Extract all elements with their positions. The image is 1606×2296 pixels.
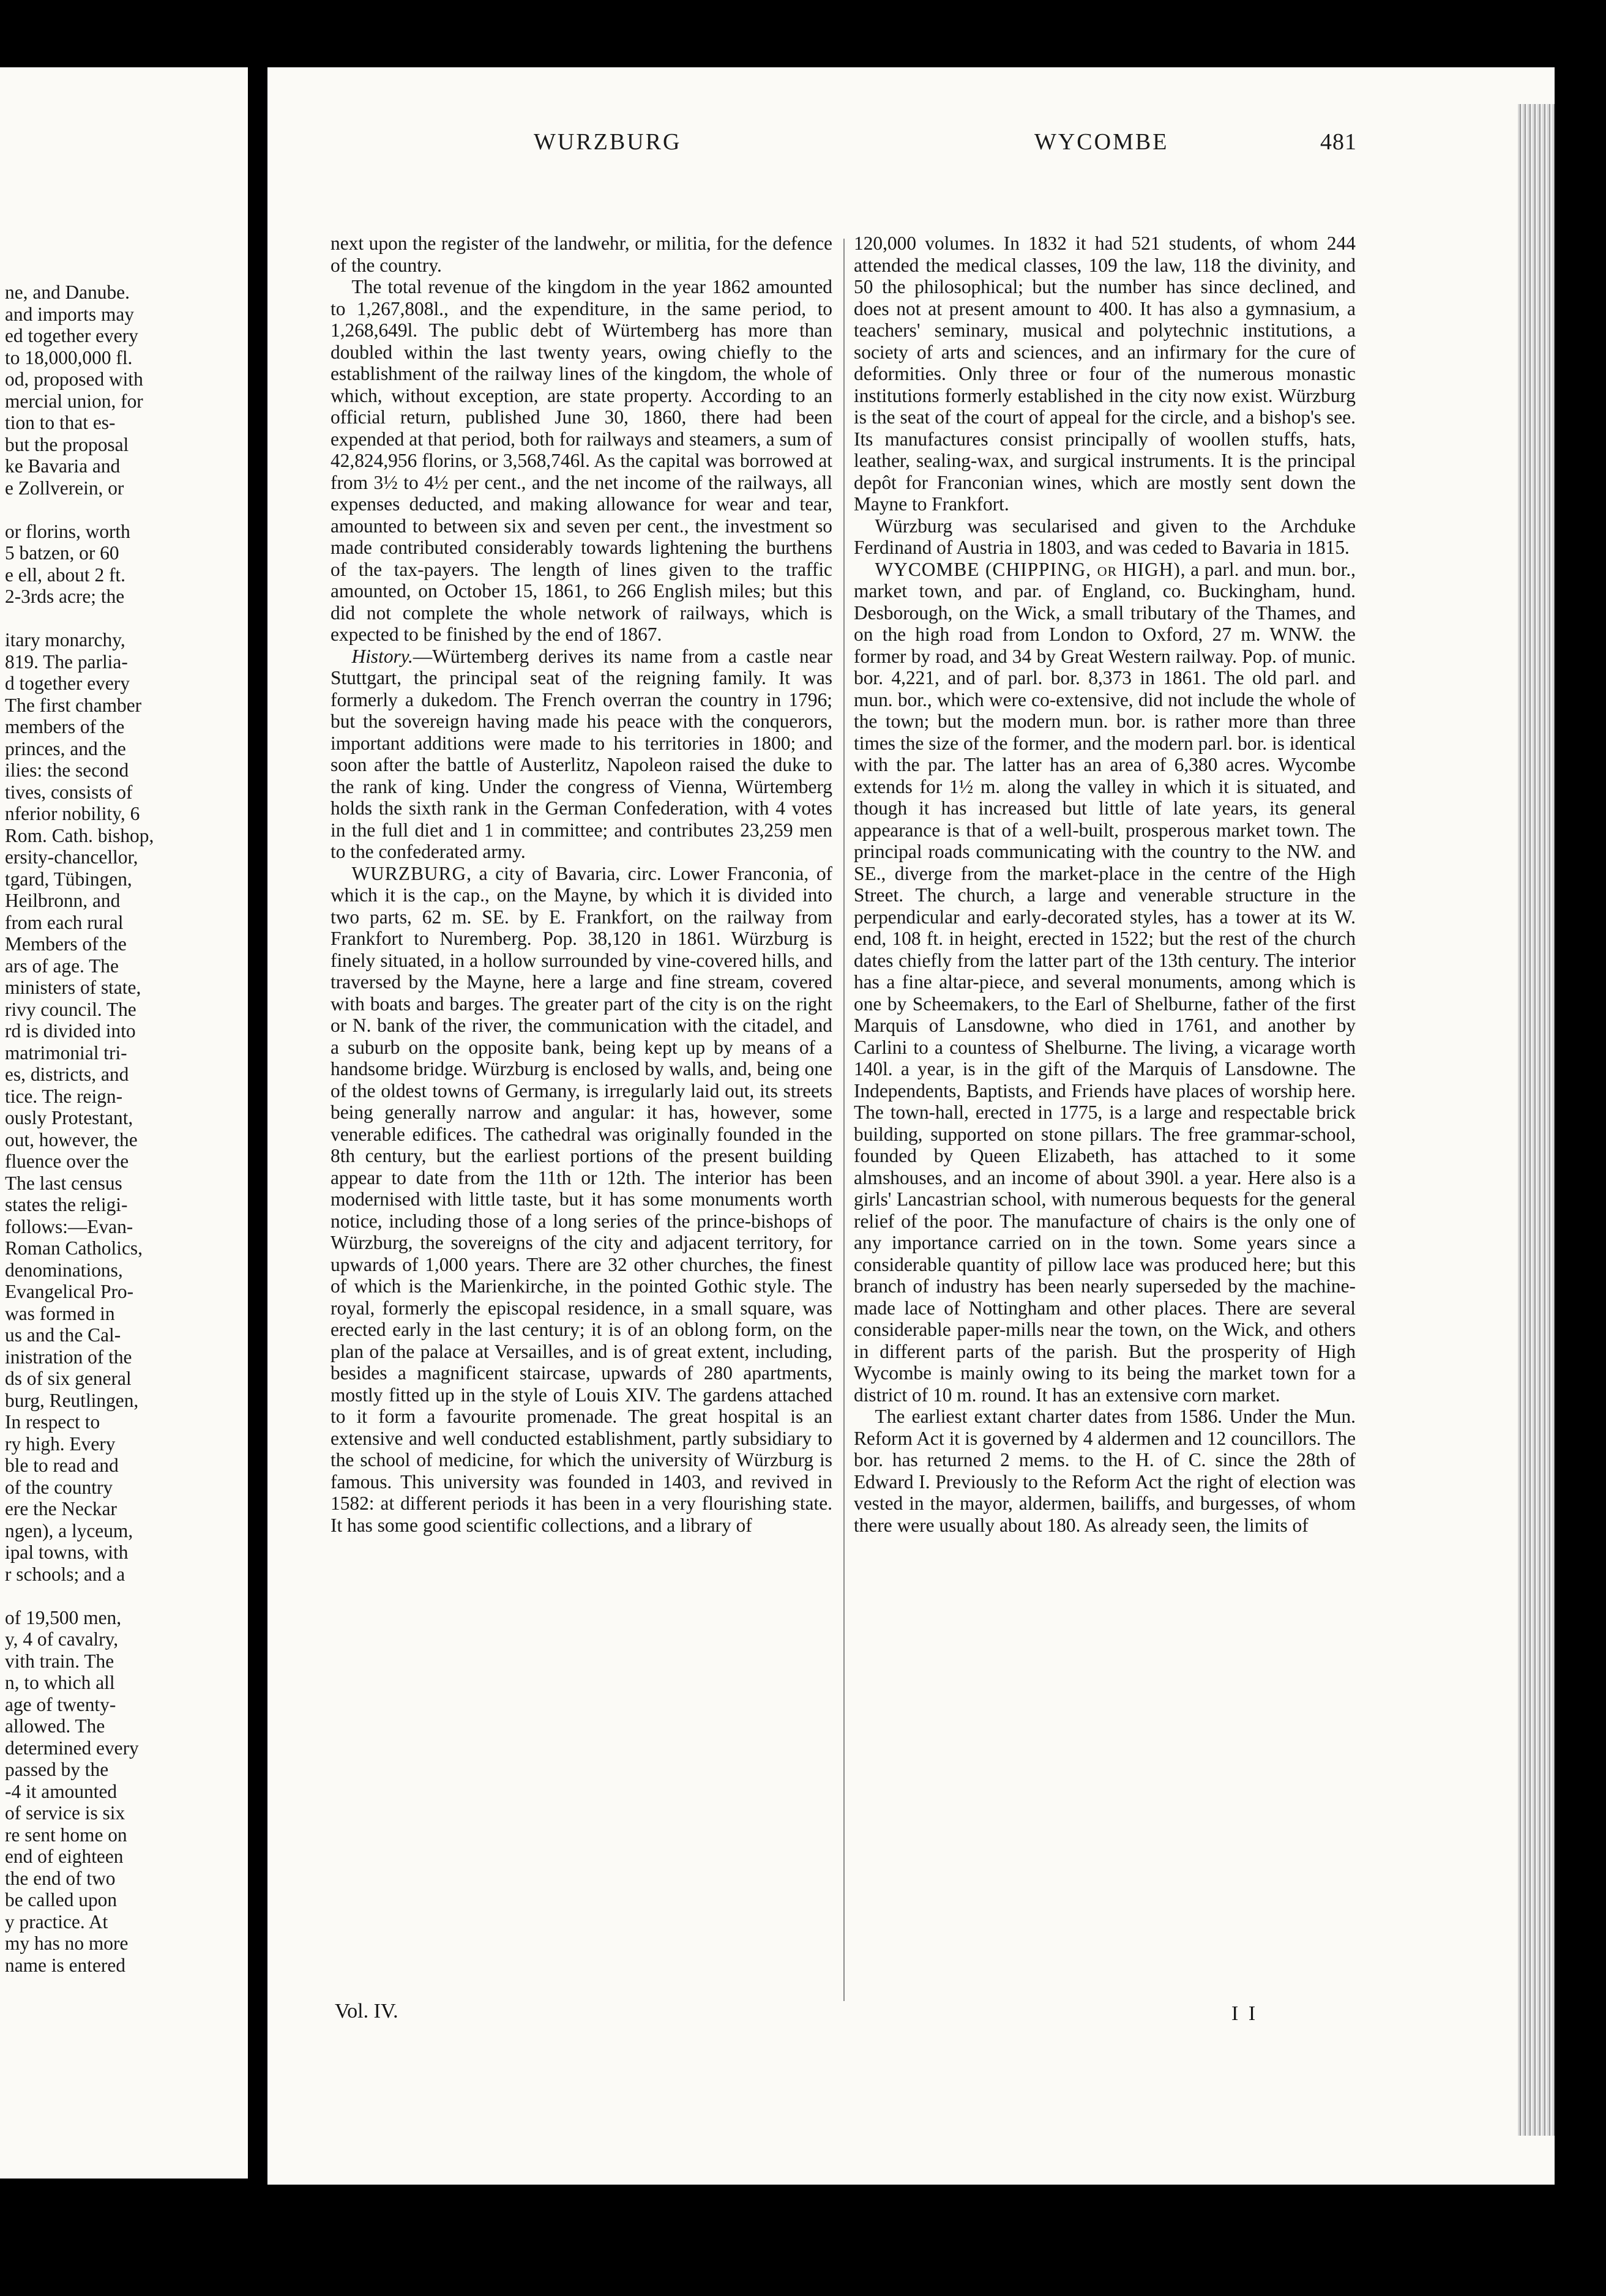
- left-page-line: ministers of state,: [5, 977, 141, 998]
- left-page-line: ngen), a lyceum,: [5, 1519, 133, 1541]
- left-page-line: Members of the: [5, 933, 127, 955]
- paragraph: [854, 515, 1356, 559]
- paragraph-text: next upon the register of the landwehr, or militia, for the defence of the country.: [331, 233, 832, 276]
- left-page-line: ars of age. The: [5, 955, 119, 977]
- left-page-line: 5 batzen, or 60: [5, 542, 119, 564]
- left-page-line: [5, 499, 244, 521]
- left-page-line: name is entered: [5, 1954, 125, 1976]
- left-page-line: allowed. The: [5, 1715, 105, 1737]
- left-page-line: age of twenty-: [5, 1693, 116, 1715]
- paragraph: [854, 559, 1356, 1406]
- left-page-line: e Zollverein, or: [5, 477, 124, 499]
- paragraph-text: 120,000 volumes. In 1832 it had 521 students, of whom 244 attended the medical classes, 109 the law, 118 the divinity, and 50 the philosophical; but the number has since declined, and does not at present amount to 400. It has also a gymnasium, a teachers' seminary, musical and polytechnic institutions, a society of arts and sciences, and an infirmary for the cure of deformities. Only three or four of the numerous monastic institutions formerly established in the city now exist. Würzburg is the seat of the court of appeal for the circle, and a bishop's see. Its manufactures consist principally of woollen stuffs, hats, leather, sealing-wax, and surgical instruments. It is the principal depôt for Franconian wines, which are mostly sent down the Mayne to Frankfort.: [854, 233, 1356, 515]
- left-page-line: rd is divided into: [5, 1020, 136, 1042]
- volume-mark: Vol. IV.: [335, 2000, 398, 2022]
- left-page-line: be called upon: [5, 1889, 118, 1910]
- left-page-line: d together every: [5, 673, 130, 694]
- left-page-line: ously Protestant,: [5, 1107, 133, 1128]
- text-column-2: [854, 233, 1356, 1536]
- signature-mark: I I: [1231, 2002, 1258, 2025]
- left-page-line: y practice. At: [5, 1910, 108, 1933]
- left-page-line: rivy council. The: [5, 998, 136, 1020]
- left-page-line: ilies: the second: [5, 759, 129, 781]
- left-page-line: ds of six general: [5, 1368, 132, 1389]
- left-page-line: passed by the: [5, 1759, 109, 1780]
- left-page-line: The last census: [5, 1172, 122, 1194]
- paragraph-text: —Würtemberg derives its name from a castle near Stuttgart, the principal seat of the reigning family. It was formerly a dukedom. The French overran the country in 1796; but the sovereign having made his peace with the conquerors, important additions were made to his territories in 1800; and soon after the battle of Austerlitz, Napoleon raised the duke to the rank of king. Under the congress of Vienna, Würtemberg holds the sixth rank in the German Confederation, with 4 votes in the full diet and 1 in committee; and contributes 23,259 men to the confederated army.: [331, 645, 832, 862]
- left-page-line: inistration of the: [5, 1346, 132, 1368]
- paragraph-text: , a city of Bavaria, circ. Lower Franconia, of which it is the cap., on the Mayne, by which it is divided into two parts, 62 m. SE. by E. Frankfort, on the railway from Frankfort to Nuremberg. Pop. 38,120 in 1861. Würzburg is finely situated, in a hollow surrounded by vine-covered hills, and traversed by the Mayne, here a large and fine stream, covered with boats and barges. The greater part of the city is on the right or N. bank of the river, the communication with the citadel, and a suburb on the opposite bank, being kept up by means of a handsome bridge. Würzburg is enclosed by walls, and, being one of the oldest towns of Germany, is irregularly laid out, its streets being generally narrow and angular: it has, however, some venerable edifices. The cathedral was originally founded in the 8th century, but the earliest portions of the present building appear to date from the 11th or 12th. The interior has been modernised with little taste, but it has some monuments worth notice, including those of a long series of the prince-bishops of Würzburg, the sovereigns of the city and adjacent territory, for upwards of 1,000 years. There are 32 other churches, the finest of which is the Marienkirche, in the pointed Gothic style. The royal, formerly the episcopal residence, in a small square, was erected early in the last century; it is of an oblong form, on the plan of the palace at Versailles, and is of great extent, including, besides a magnificent staircase, upwards of 280 apartments, mostly fitted up in the style of Louis XIV. The gardens attached to it form a favourite promenade. The great hospital is an extensive and well conducted establishment, partly subsidiary to the school of medicine, for which the university of Würzburg is famous. This university was founded in 1403, and revived in 1582: at different periods it has been in a very flourishing state. It has some good scientific collections, and a library of: [331, 862, 832, 1536]
- left-page-line: follows:—Evan-: [5, 1215, 133, 1237]
- left-page-line: n, to which all: [5, 1672, 115, 1693]
- column-rule: [843, 239, 845, 2001]
- text-column-1: [331, 233, 832, 1536]
- left-page-line: of 19,500 men,: [5, 1606, 122, 1628]
- left-page-line: Rom. Cath. bishop,: [5, 824, 154, 846]
- left-facing-page: [0, 67, 248, 2179]
- left-page-line: determined every: [5, 1737, 139, 1759]
- left-page-line: of the country: [5, 1476, 113, 1498]
- entry-headword: WURZBURG: [351, 862, 467, 884]
- left-page-line: ed together every: [5, 325, 138, 346]
- page-edge-stack: [1518, 104, 1555, 2136]
- paragraph-text: Würzburg was secularised and given to the Archduke Ferdinand of Austria in 1803, and was ceded to Bavaria in 1815.: [854, 515, 1356, 558]
- left-page-line: od, proposed with: [5, 368, 143, 390]
- left-page-line: ersity-chancellor,: [5, 846, 138, 868]
- left-page-line: nferior nobility, 6: [5, 803, 140, 824]
- paragraph-text: The earliest extant charter dates from 1586. Under the Mun. Reform Act it is governed by 4 aldermen and 12 councillors. The bor. has returned 2 mems. to the H. of C. since the 28th of Edward I. Previously to the Reform Act the right of election was vested in the mayor, aldermen, bailiffs, and burgesses, of whom there were usually about 180. As already seen, the limits of: [854, 1406, 1356, 1536]
- left-page-line: tives, consists of: [5, 781, 133, 803]
- left-page-line: my has no more: [5, 1933, 129, 1954]
- left-page-text-column: [5, 281, 244, 1976]
- left-page-line: members of the: [5, 716, 125, 737]
- paragraph-text: , a parl. and mun. bor., market town, and par. of England, co. Buckingham, hund. Desborough, on the Wick, a small tributary of the Thames, and on the high road from London to Oxford, 27 m. WNW. the former by road, and 34 by Great Western railway. Pop. of munic. bor. 4,221, and of parl. bor. 8,373 in 1861. The old parl. and mun. bor., which were co-extensive, did not include the whole of the town; but the modern mun. bor. is rather more than three times the size of the former, and the modern parl. bor. is identical with the par. The latter has an area of 6,380 acres. Wycombe extends for 1½ m. along the valley in which it is situated, and though it has increased but little of late years, its general appearance is that of a well-built, prosperous market town. The principal roads communicating with the country to the NW. and SE., diverge from the market-place in the centre of the High Street. The church, a large and venerable structure in the perpendicular and early-decorated styles, has a tower at its W. end, 108 ft. in height, erected in 1522; but the rest of the church dates chiefly from the latter part of the 13th century. The interior has a fine altar-piece, and several monuments, among which is one by Scheemakers, to the Earl of Shelburne, father of the first Marquis of Lansdowne, who died in 1761, and another by Carlini to a countess of Shelburne. The living, a vicarage worth 140l. a year, is in the gift of the Marquis of Lansdowne. The Independents, Baptists, and Friends have places of worship here. The town-hall, erected in 1775, is a large and respectable brick building, supported on stone pillars. The free grammar-school, founded by Queen Elizabeth, has attached to it some almshouses, and an income of about 390l. a year. Here also is a girls' Lancastrian school, with numerous bequests for the general relief of the poor. The manufacture of chairs is the only one of any importance carried on in the town. Some years since a considerable quantity of pillow lace was produced here; but this branch of industry has been nearly superseded by the machine-made lace of Nottingham and other places. There are several considerable paper-mills near the town, on the Wick, and others in different parts of the parish. But the prosperity of High Wycombe is mainly owing to its being the market town for a district of 10 m. round. It has an extensive corn market.: [854, 558, 1356, 1406]
- left-page-line: [5, 1585, 244, 1607]
- paragraph: [331, 646, 832, 863]
- left-page-line: e ell, about 2 ft.: [5, 564, 126, 586]
- left-page-line: 819. The parlia-: [5, 650, 128, 673]
- left-page-line: mercial union, for: [5, 390, 143, 412]
- left-page-line: but the proposal: [5, 433, 129, 455]
- left-page-line: end of eighteen: [5, 1846, 124, 1867]
- left-page-line: of service is six: [5, 1802, 125, 1824]
- left-page-line: us and the Cal-: [5, 1324, 121, 1346]
- left-page-line: was formed in: [5, 1302, 115, 1324]
- paragraph: [331, 276, 832, 646]
- paragraph: [854, 233, 1356, 515]
- left-page-line: fluence over the: [5, 1150, 129, 1172]
- left-page-line: states the religi-: [5, 1194, 128, 1215]
- entry-headword: WYCOMBE (CHIPPING, or HIGH): [875, 558, 1181, 580]
- left-page-line: -4 it amounted: [5, 1780, 118, 1802]
- left-page-line: tice. The reign-: [5, 1085, 123, 1107]
- left-page-line: re sent home on: [5, 1824, 127, 1846]
- left-page-line: ere the Neckar: [5, 1498, 117, 1519]
- left-page-line: the end of two: [5, 1867, 116, 1889]
- running-head-left: WURZBURG: [534, 129, 682, 155]
- paragraph-text: The total revenue of the kingdom in the year 1862 amounted to 1,267,808l., and the expenditure, in the same period, to 1,268,649l. The public debt of Würtemberg has more than doubled within the last twenty years, owing chiefly to the establishment of the railway lines of the kingdom, the whole of which, without exception, are state property. According to an official return, published June 30, 1860, there had been expended at that period, both for railways and steamers, a sum of 42,824,956 florins, or 3,568,746l. As the capital was borrowed at from 3½ to 4½ per cent., and the net income of the railways, all expenses deducted, and making allowance for wear and tear, amounted to between six and seven per cent., the investment so made contributed considerably towards lightening the burthens of the tax-payers. The length of lines given to the traffic amounted, on October 15, 1861, to 266 English miles; but this did not complete the whole network of railways, which is expected to be finished by the end of 1867.: [331, 276, 832, 645]
- left-page-line: Evangelical Pro-: [5, 1281, 134, 1302]
- left-page-line: matrimonial tri-: [5, 1042, 127, 1064]
- left-page-line: and imports may: [5, 303, 134, 325]
- left-page-line: y, 4 of cavalry,: [5, 1628, 119, 1650]
- left-page-line: Heilbronn, and: [5, 890, 121, 911]
- left-page-line: or florins, worth: [5, 520, 130, 542]
- left-page-line: Roman Catholics,: [5, 1237, 143, 1259]
- paragraph: [331, 233, 832, 276]
- left-page-line: The first chamber: [5, 694, 142, 716]
- left-page-line: ne, and Danube.: [5, 281, 130, 303]
- left-page-line: In respect to: [5, 1411, 100, 1433]
- left-page-line: ble to read and: [5, 1455, 119, 1476]
- running-head-right: WYCOMBE: [1034, 129, 1169, 155]
- left-page-line: itary monarchy,: [5, 629, 125, 650]
- left-page-line: princes, and the: [5, 737, 126, 759]
- left-page-line: [5, 608, 244, 630]
- left-page-line: vith train. The: [5, 1650, 114, 1672]
- left-page-line: ry high. Every: [5, 1433, 116, 1455]
- left-page-line: 2-3rds acre; the: [5, 586, 125, 607]
- page-number: 481: [1320, 129, 1357, 155]
- section-lead: History.: [351, 645, 413, 667]
- left-page-line: r schools; and a: [5, 1563, 125, 1585]
- paragraph: [854, 1406, 1356, 1536]
- left-page-line: tion to that es-: [5, 412, 116, 433]
- left-page-line: out, however, the: [5, 1128, 138, 1150]
- paragraph: [331, 863, 832, 1537]
- left-page-line: burg, Reutlingen,: [5, 1389, 139, 1411]
- left-page-line: es, districts, and: [5, 1064, 129, 1085]
- left-page-line: to 18,000,000 fl.: [5, 346, 133, 368]
- left-page-line: denominations,: [5, 1259, 123, 1281]
- left-page-line: ipal towns, with: [5, 1541, 129, 1563]
- left-page-line: tgard, Tübingen,: [5, 868, 132, 890]
- left-page-line: from each rural: [5, 911, 124, 933]
- left-page-line: ke Bavaria and: [5, 455, 121, 477]
